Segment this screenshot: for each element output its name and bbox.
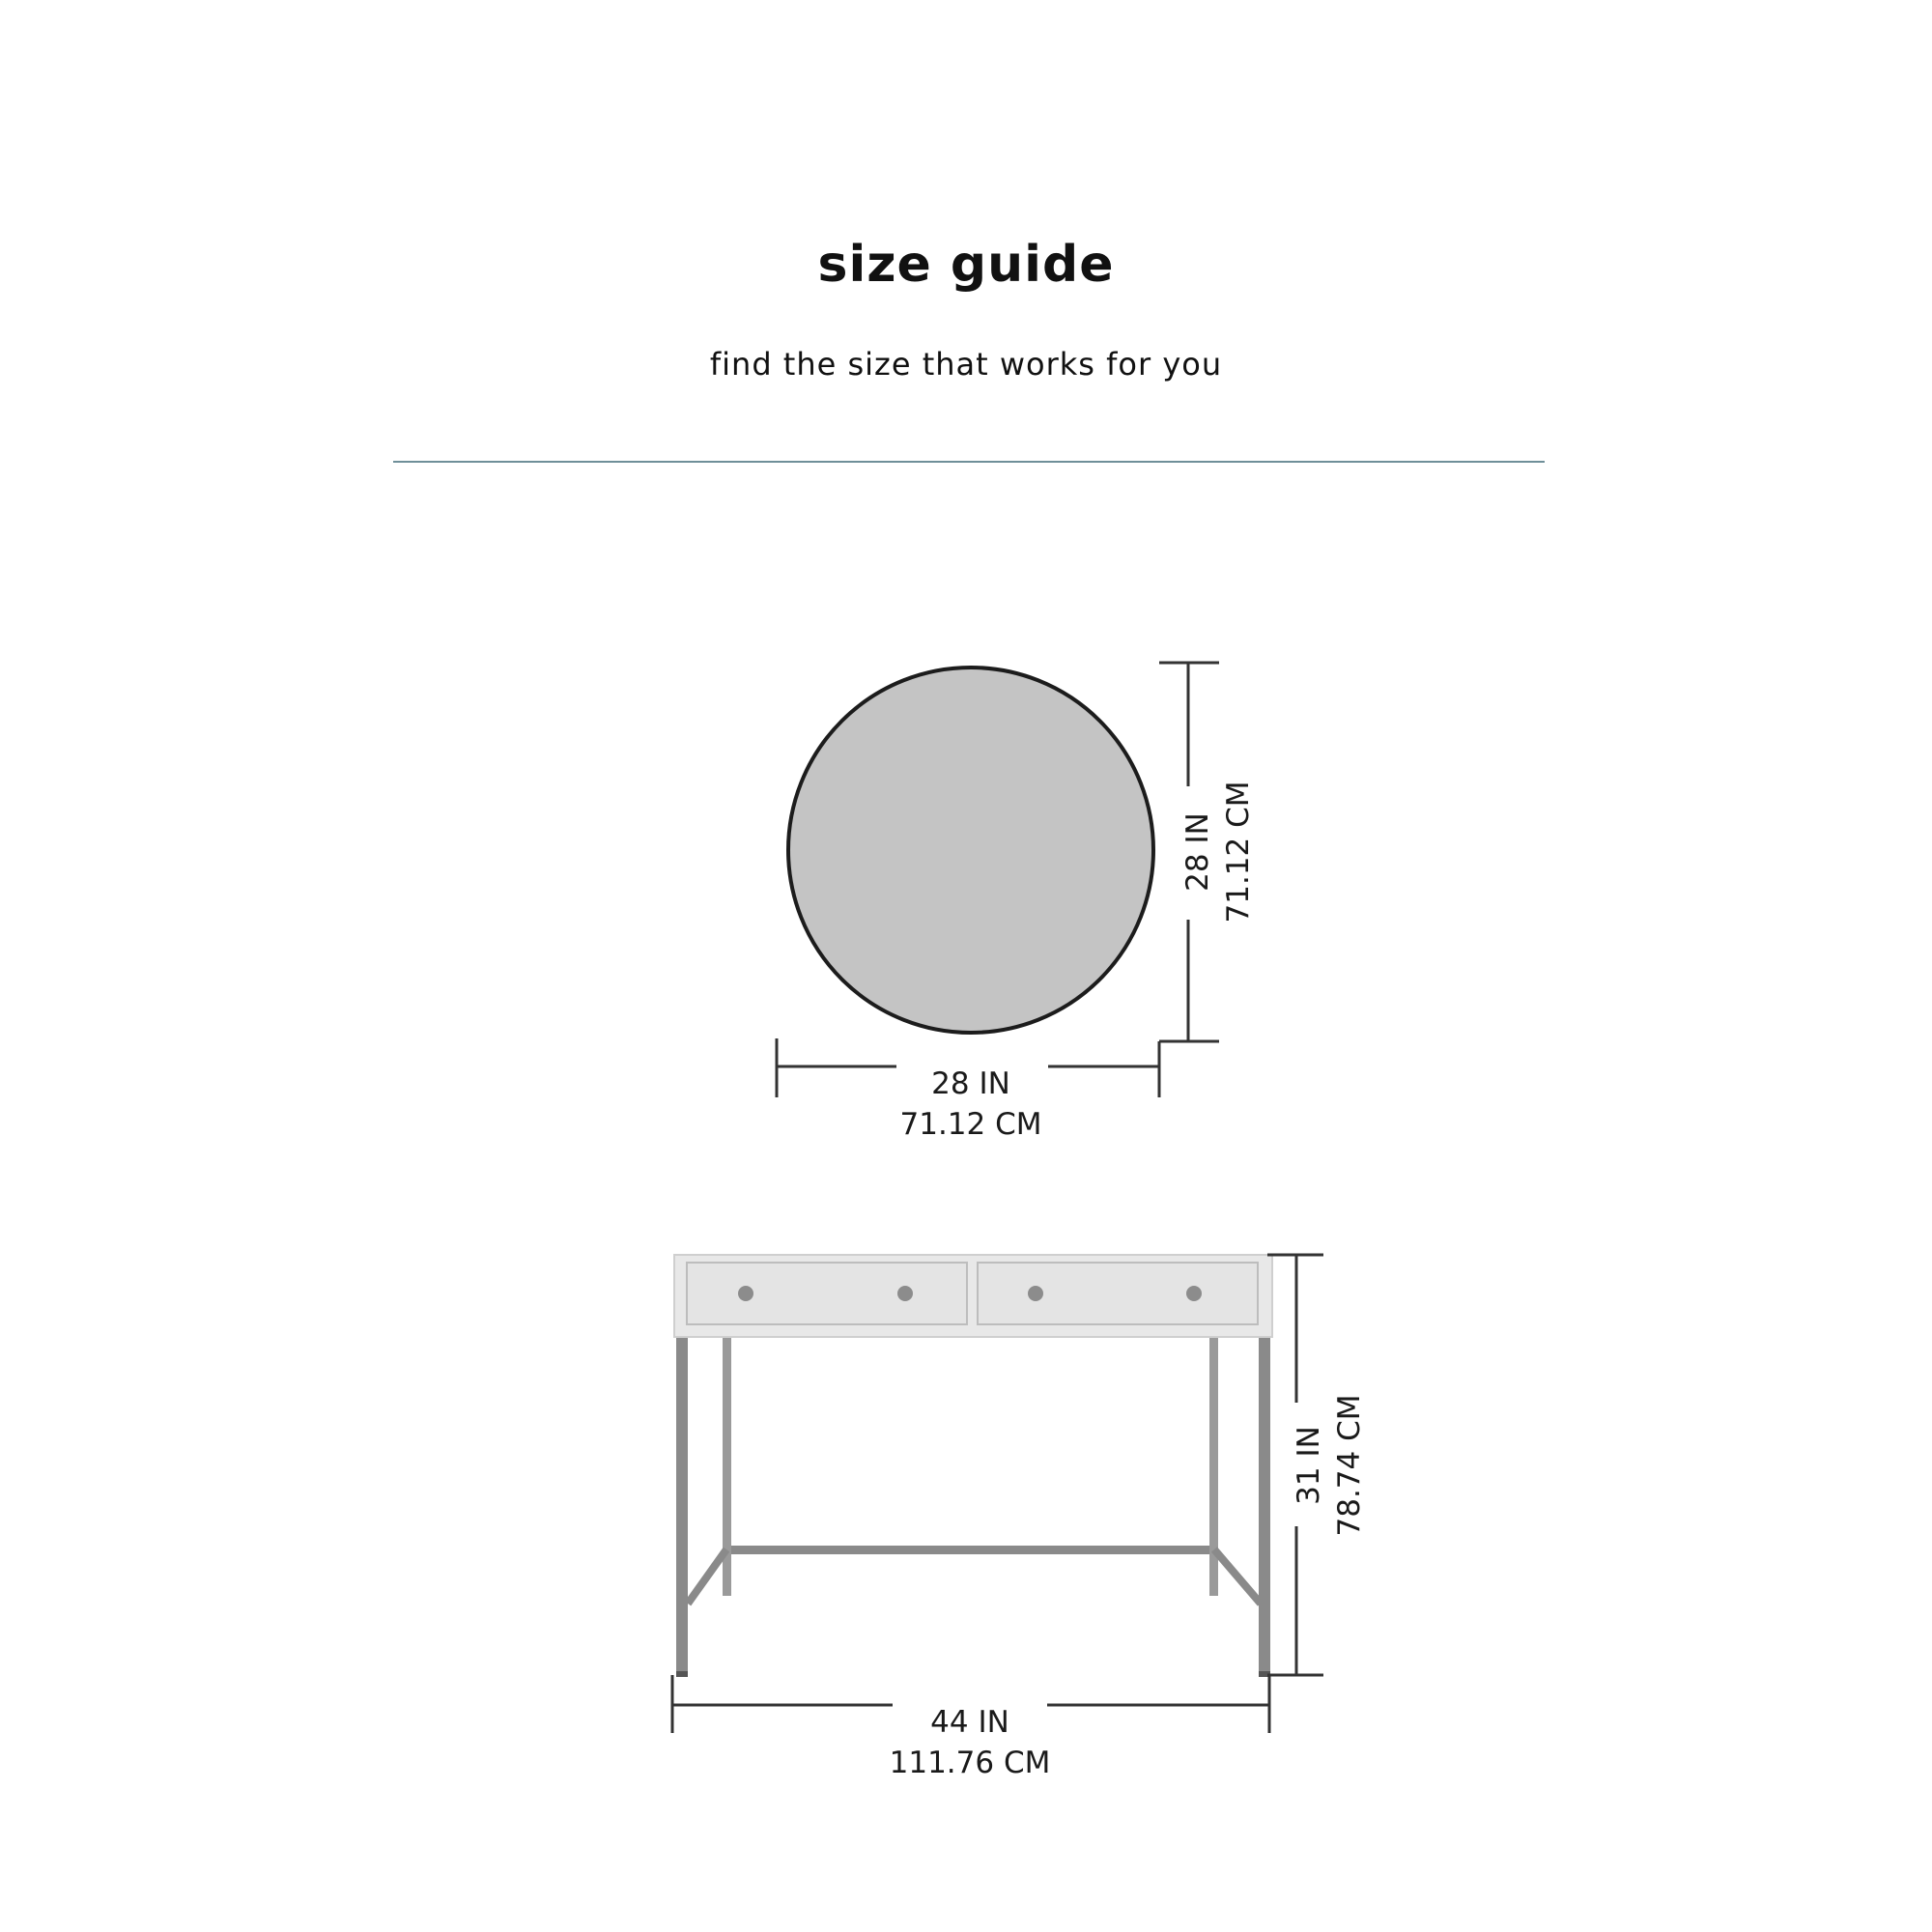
mirror-width-cm: 71.12 CM [899, 1107, 1042, 1142]
drawer-knob [1186, 1286, 1202, 1301]
desk-drawer-right [978, 1263, 1258, 1324]
mirror-width-in: 28 IN [931, 1066, 1010, 1101]
mirror-height-cm: 71.12 CM [1221, 781, 1256, 923]
page-title: size guide [817, 236, 1115, 294]
drawer-knob [897, 1286, 913, 1301]
mirror-height-in: 28 IN [1180, 812, 1215, 892]
mirror-circle [788, 668, 1153, 1033]
desk-width-cm: 111.76 CM [889, 1746, 1051, 1780]
desk-width-in: 44 IN [930, 1705, 1009, 1740]
mirror-illustration [788, 668, 1153, 1033]
drawer-knob [1028, 1286, 1043, 1301]
desk-drawer-left [687, 1263, 967, 1324]
desk-illustration [674, 1255, 1272, 1677]
desk-height-in: 31 IN [1292, 1426, 1326, 1505]
drawer-knob [738, 1286, 753, 1301]
desk-height-cm: 78.74 CM [1332, 1394, 1367, 1537]
page-subtitle: find the size that works for you [709, 346, 1223, 383]
